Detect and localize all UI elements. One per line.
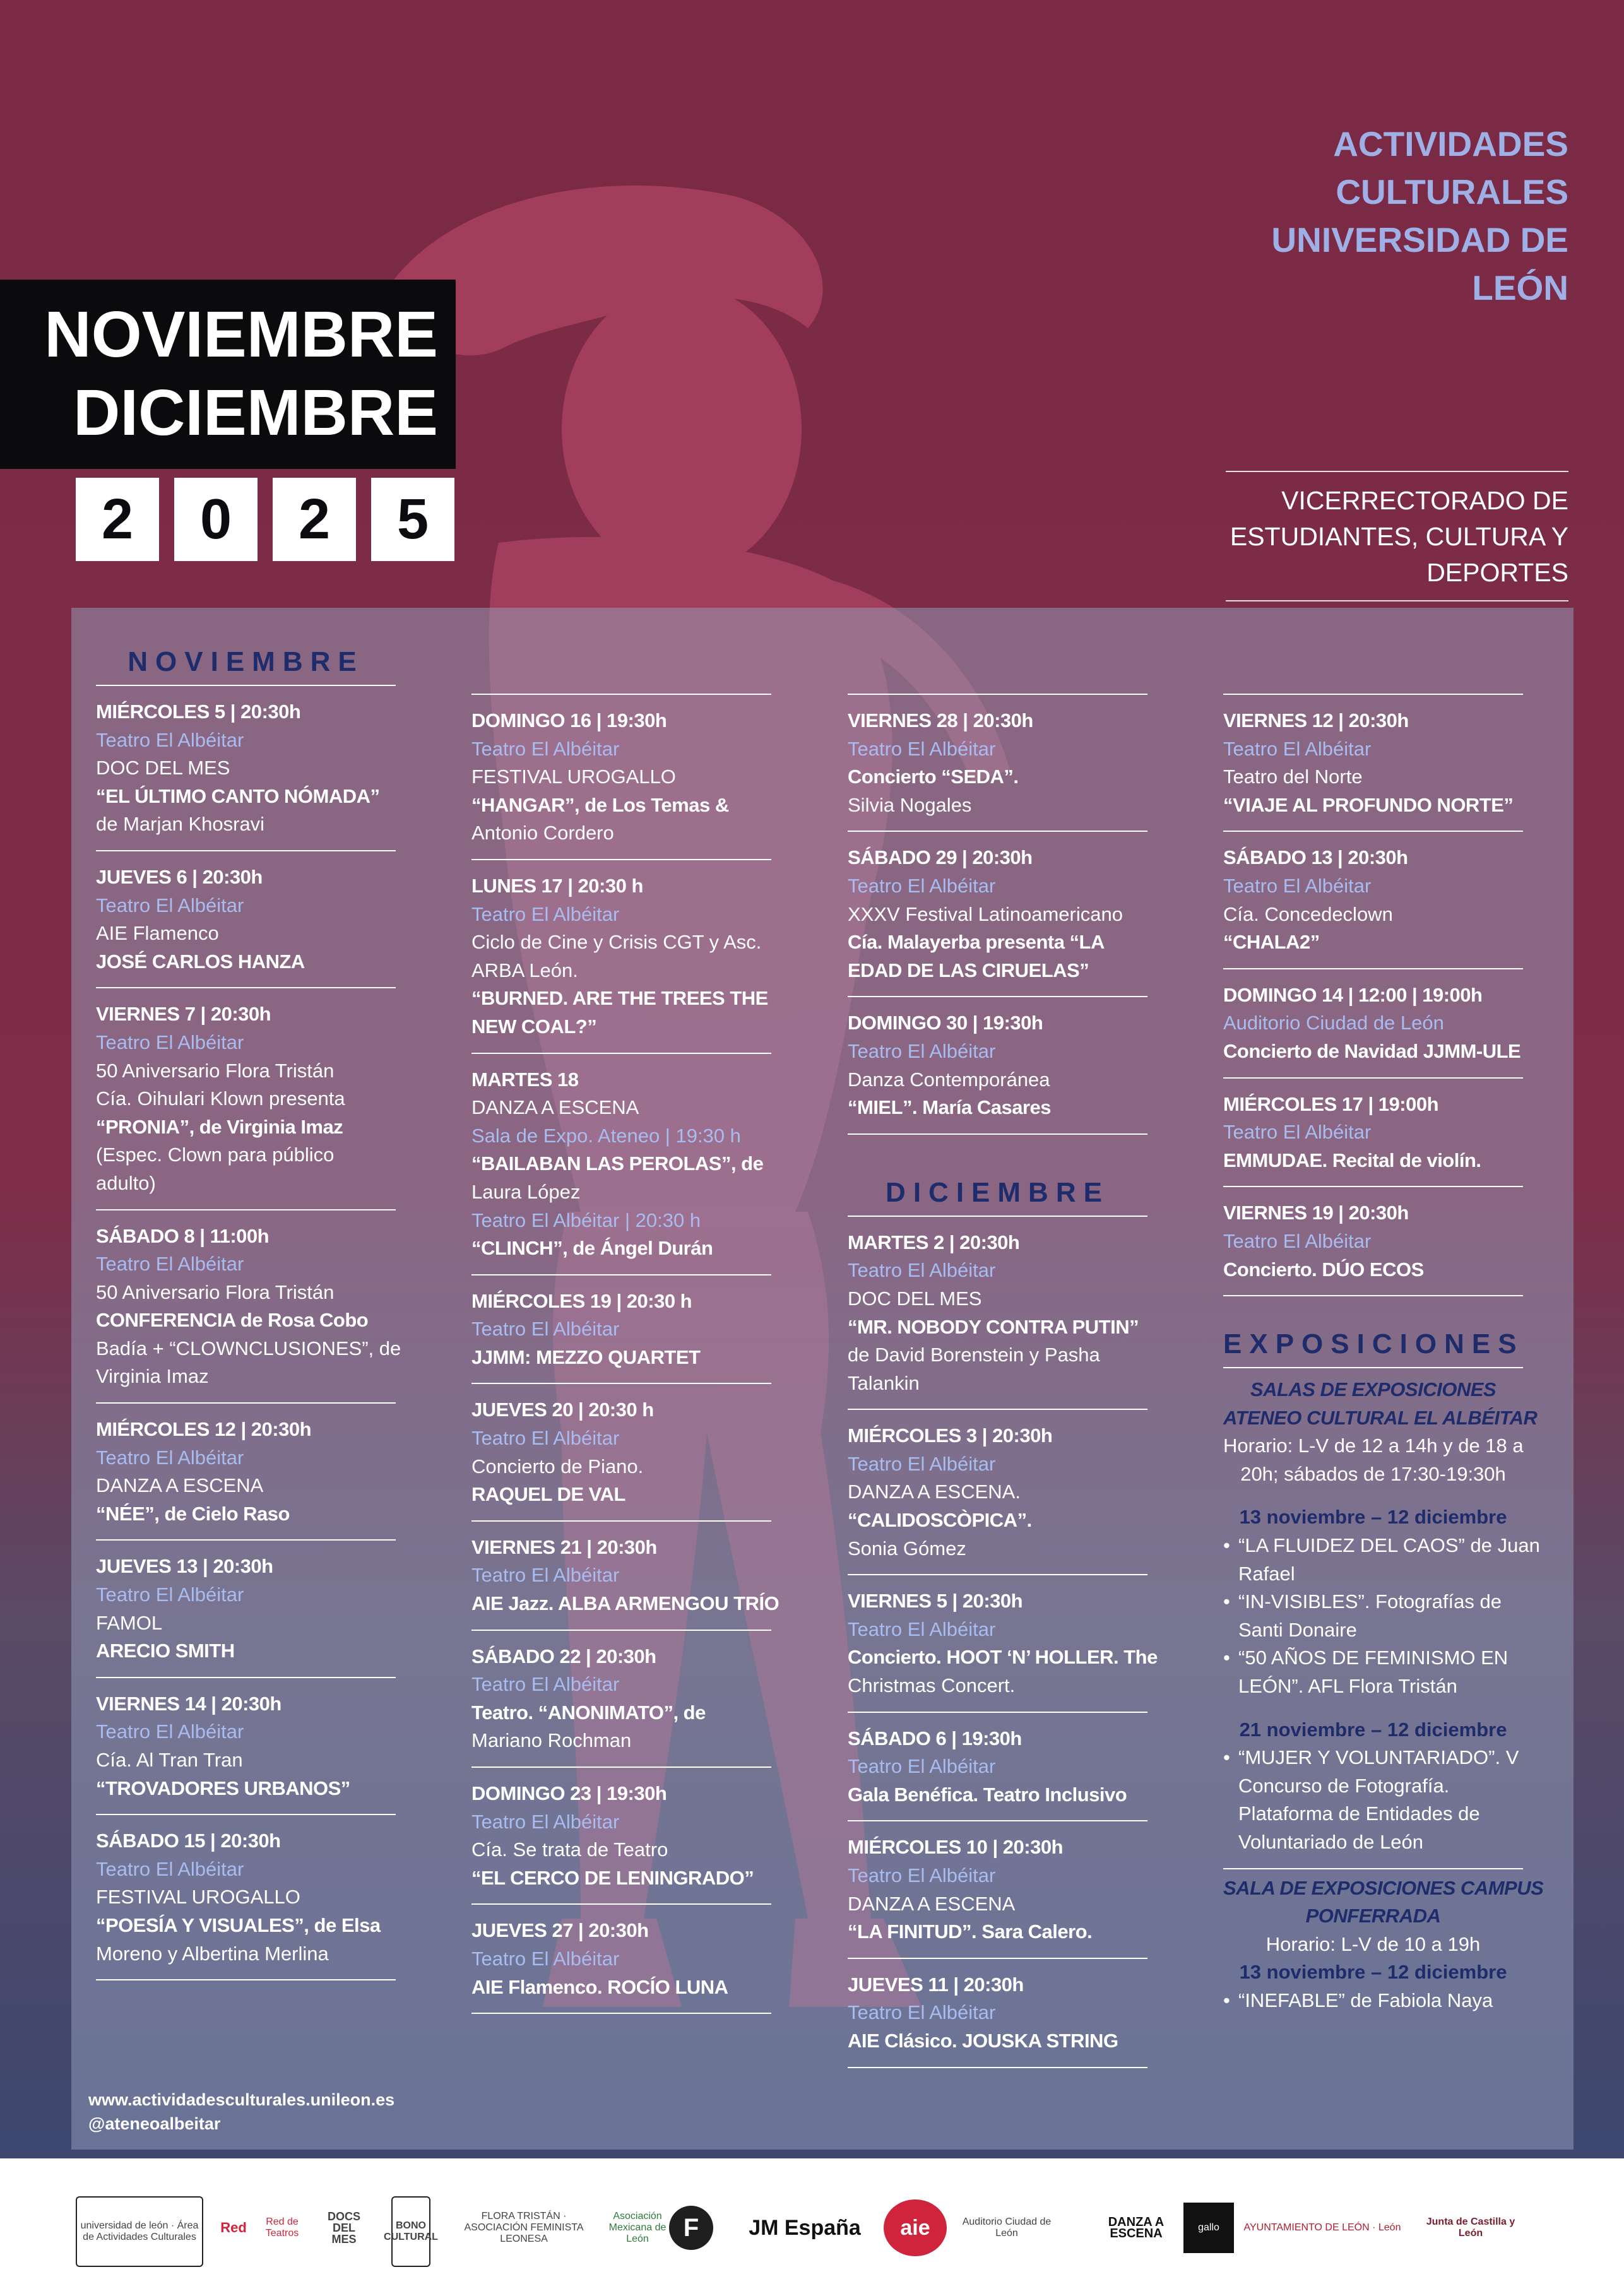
event-item: [96, 1814, 396, 1980]
event-title: EDAD DE LAS CIRUELAS”: [848, 959, 1089, 981]
event-list: [1223, 694, 1523, 1296]
event-date: SÁBADO 29 | 20:30h: [848, 846, 1033, 869]
event-venue: Teatro El Albéitar: [471, 1947, 620, 1970]
event-title: Concierto “SEDA”.: [848, 766, 1019, 788]
logo-red-teatros: Red de Teatros: [265, 2216, 299, 2239]
event-item: [1223, 1186, 1523, 1296]
event-date: MIÉRCOLES 3 | 20:30h: [848, 1424, 1053, 1447]
event-text: 50 Aniversario Flora Tristán: [96, 1059, 335, 1082]
exhibition-venue-1: SALAS DE EXPOSICIONES: [1250, 1378, 1497, 1401]
event-venue: Teatro El Albéitar: [1223, 874, 1372, 897]
bullet-icon: •: [1223, 1746, 1230, 1769]
event-title: “BURNED. ARE THE TREES THE: [471, 987, 768, 1010]
schedule-column-2: [471, 694, 779, 2014]
event-venue: Teatro El Albéitar: [471, 1810, 620, 1833]
logo-aie: aie: [884, 2199, 947, 2256]
event-item: [96, 1209, 401, 1403]
event-venue: Teatro El Albéitar | 20:30 h: [471, 1209, 701, 1231]
event-title: “EL ÚLTIMO CANTO NÓMADA”: [96, 784, 380, 807]
event-list: [848, 1216, 1158, 2068]
event-venue: Teatro El Albéitar: [848, 1864, 996, 1886]
divider-line: [1226, 600, 1568, 601]
event-list: [471, 694, 779, 2014]
event-venue: Teatro El Albéitar: [1223, 1229, 1372, 1252]
exhibition-hours-2: Horario: L-V de 10 a 19h: [1265, 1932, 1481, 1955]
logo-flora-tristan: FLORA TRISTÁN · ASOCIACIÓN FEMINISTA LEONESA: [464, 2211, 584, 2244]
logo-asociacion-mexicana: Asociación Mexicana de León: [608, 2211, 667, 2244]
logo-auditorio-ciudad-leon: Auditorio Ciudad de León: [962, 2216, 1052, 2239]
event-text: DANZA A ESCENA: [96, 1474, 264, 1497]
logo-junta-castilla-leon: Junta de Castilla y León: [1426, 2216, 1515, 2239]
event-text: Sonia Gómez: [848, 1537, 966, 1559]
section-title-diciembre: DICIEMBRE: [886, 1176, 1110, 1208]
event-date: JUEVES 6 | 20:30h: [96, 865, 263, 888]
event-item: [848, 1216, 1147, 1409]
event-title: ARECIO SMITH: [96, 1640, 235, 1662]
event-date: VIERNES 5 | 20:30h: [848, 1590, 1023, 1613]
event-venue: Teatro El Albéitar: [96, 894, 244, 916]
exhibition-item: [1223, 1744, 1523, 1772]
organizer-title: [1127, 120, 1568, 312]
event-venue: Teatro El Albéitar: [96, 1583, 244, 1606]
event-item: [848, 1820, 1147, 1957]
logo-red: Red: [220, 2220, 247, 2235]
event-date: DOMINGO 30 | 19:30h: [848, 1012, 1043, 1034]
footer-links: [88, 2088, 394, 2136]
event-date: DOMINGO 14 | 12:00 | 19:00h: [1223, 983, 1483, 1006]
month-title-1: NOVIEMBRE: [44, 298, 438, 370]
event-venue: Teatro El Albéitar: [1223, 1121, 1372, 1144]
event-title: “MR. NOBODY CONTRA PUTIN”: [848, 1315, 1139, 1338]
event-venue: Teatro El Albéitar: [471, 737, 620, 760]
event-text: de David Borenstein y Pasha: [848, 1344, 1100, 1366]
exhibition-item: [1223, 1772, 1523, 1801]
event-venue: Teatro El Albéitar: [471, 1673, 620, 1696]
event-title: AIE Flamenco. ROCÍO LUNA: [471, 1975, 728, 1998]
event-date: SÁBADO 13 | 20:30h: [1223, 846, 1408, 869]
event-title: JJMM: MEZZO QUARTET: [471, 1346, 701, 1368]
event-title: Concierto de Navidad JJMM-ULE: [1223, 1039, 1521, 1062]
event-text: Virginia Imaz: [96, 1365, 209, 1388]
event-date: JUEVES 11 | 20:30h: [848, 1973, 1024, 1996]
event-item: [471, 694, 771, 859]
event-title: “EL CERCO DE LENINGRADO”: [471, 1866, 754, 1889]
event-item: [848, 1574, 1158, 1711]
schedule-column-3: [848, 694, 1158, 2068]
exhibition-dates-1: 13 noviembre – 12 diciembre: [1239, 1506, 1507, 1529]
event-text: Laura López: [471, 1180, 581, 1203]
event-venue: Teatro El Albéitar: [96, 1031, 244, 1053]
exhibition-dates-2: 21 noviembre – 12 diciembre: [1239, 1718, 1507, 1741]
event-text: Badía + “CLOWNCLUSIONES”, de: [96, 1337, 401, 1359]
event-item: [96, 1402, 396, 1539]
event-date: SÁBADO 6 | 19:30h: [848, 1727, 1022, 1749]
event-item: [96, 1677, 396, 1814]
event-text: Silvia Nogales: [848, 793, 972, 816]
event-item: [471, 859, 771, 1053]
exhibition-item-text: “MUJER Y VOLUNTARIADO”. V: [1238, 1746, 1519, 1769]
exhibition-item-text: “IN-VISIBLES”. Fotografías de: [1238, 1590, 1502, 1613]
event-venue: Teatro El Albéitar: [848, 874, 996, 897]
exhibition-item-text: Voluntariado de León: [1238, 1831, 1424, 1853]
event-venue: Teatro El Albéitar: [96, 1720, 244, 1743]
section-title-noviembre: NOVIEMBRE: [127, 646, 364, 677]
event-text: Cía. Concedeclown: [1223, 902, 1393, 925]
event-item: [96, 987, 396, 1209]
event-text: (Espec. Clown para público: [96, 1144, 335, 1166]
exhibition-item-text: Santi Donaire: [1238, 1618, 1357, 1641]
vicerrectorado-line-3: DEPORTES: [1426, 558, 1568, 587]
exhibition-item-text: Concurso de Fotografía.: [1238, 1774, 1450, 1797]
event-title: AIE Jazz. ALBA ARMENGOU TRÍO: [471, 1592, 779, 1615]
logo-f: F: [669, 2206, 713, 2250]
event-date: SÁBADO 8 | 11:00h: [96, 1224, 270, 1247]
event-item: [848, 694, 1147, 831]
event-list: [96, 685, 401, 1980]
event-item: [848, 996, 1147, 1134]
event-item: [471, 1630, 771, 1766]
event-title: “NÉE”, de Cielo Raso: [96, 1502, 290, 1525]
event-item: [96, 850, 396, 987]
bullet-icon: •: [1223, 1534, 1230, 1557]
event-date: JUEVES 20 | 20:30 h: [471, 1399, 654, 1421]
event-date: MIÉRCOLES 10 | 20:30h: [848, 1836, 1064, 1859]
event-text: de Marjan Khosravi: [96, 813, 265, 836]
event-venue: Teatro El Albéitar: [96, 728, 244, 751]
event-title: Concierto. DÚO ECOS: [1223, 1258, 1424, 1281]
exhibition-item: [1223, 1828, 1523, 1857]
event-date: MARTES 2 | 20:30h: [848, 1231, 1020, 1253]
event-item: [471, 1903, 771, 2014]
exhibition-venue-2: SALA DE EXPOSICIONES CAMPUS: [1223, 1876, 1544, 1899]
event-title: Cía. Malayerba presenta “LA: [848, 931, 1105, 954]
event-text: ARBA León.: [471, 959, 578, 981]
event-text: Teatro del Norte: [1223, 766, 1363, 788]
year-digit-1: 2: [76, 478, 159, 561]
exhibition-venue-1: ATENEO CULTURAL EL ALBÉITAR: [1223, 1406, 1538, 1429]
divider-line: [1226, 471, 1568, 472]
event-text: Antonio Cordero: [471, 822, 614, 844]
event-item: [1223, 968, 1523, 1077]
exhibition-dates-3: 13 noviembre – 12 diciembre: [1239, 1961, 1507, 1984]
event-text: Ciclo de Cine y Crisis CGT y Asc.: [471, 931, 762, 954]
event-title: “MIEL”. María Casares: [848, 1096, 1052, 1119]
year-digits: [76, 478, 454, 561]
event-text: Concierto de Piano.: [471, 1455, 644, 1477]
event-item: [96, 1539, 396, 1676]
event-text: 50 Aniversario Flora Tristán: [96, 1281, 335, 1303]
event-venue: Teatro El Albéitar: [848, 1452, 996, 1475]
exhibition-item: [1223, 1987, 1523, 2015]
event-venue: Teatro El Albéitar: [471, 1564, 620, 1587]
event-text: FESTIVAL UROGALLO: [96, 1886, 300, 1908]
year-digit-3: 2: [273, 478, 356, 561]
exhibition-item-text: “50 AÑOS DE FEMINISMO EN: [1238, 1647, 1508, 1669]
logo-jm-espana: JM España: [749, 2216, 861, 2240]
event-venue: Teatro El Albéitar: [471, 1427, 620, 1450]
exhibition-item-text: Rafael: [1238, 1562, 1295, 1585]
event-item: [1223, 1077, 1523, 1186]
year-digit-4: 5: [371, 478, 454, 561]
event-title: “LA FINITUD”. Sara Calero.: [848, 1920, 1093, 1943]
logo-ayuntamiento-leon: AYUNTAMIENTO DE LEÓN · León: [1243, 2222, 1401, 2233]
event-text: Cía. Al Tran Tran: [96, 1749, 243, 1771]
event-text: Mariano Rochman: [471, 1729, 632, 1752]
exhibition-item: [1223, 1672, 1523, 1701]
month-title-2: DICIEMBRE: [73, 376, 438, 449]
event-date: JUEVES 13 | 20:30h: [96, 1555, 273, 1578]
event-text: AIE Flamenco: [96, 922, 219, 945]
exhibition-hours-1: Horario: L-V de 12 a 14h y de 18 a: [1223, 1435, 1524, 1457]
exhibition-venue-2: PONFERRADA: [1305, 1905, 1441, 1927]
event-item: [471, 1053, 771, 1274]
bullet-icon: •: [1223, 1647, 1230, 1669]
event-text: FAMOL: [96, 1611, 163, 1634]
social-handle[interactable]: @ateneoalbeitar: [88, 2114, 221, 2133]
event-item: [848, 1712, 1147, 1821]
event-date: VIERNES 28 | 20:30h: [848, 709, 1033, 731]
organizer-line-1: ACTIVIDADES: [1333, 124, 1568, 163]
event-title: Concierto. HOOT ‘N’ HOLLER. The: [848, 1646, 1158, 1669]
event-date: VIERNES 12 | 20:30h: [1223, 709, 1409, 731]
event-venue: Teatro El Albéitar: [471, 902, 620, 925]
event-date: DOMINGO 23 | 19:30h: [471, 1782, 667, 1804]
exhibition-item-text: Plataforma de Entidades de: [1238, 1802, 1480, 1825]
event-date: DOMINGO 16 | 19:30h: [471, 709, 667, 731]
logo-docs-del-mes: DOCS DEL MES: [327, 2210, 360, 2246]
logo-danza-a-escena: DANZA A ESCENA: [1108, 2215, 1165, 2240]
event-text: Cía. Se trata de Teatro: [471, 1838, 668, 1861]
event-text: DOC DEL MES: [848, 1287, 982, 1310]
exhibition-item: [1223, 1560, 1523, 1589]
event-date: LUNES 17 | 20:30 h: [471, 874, 643, 897]
event-date: SÁBADO 22 | 20:30h: [471, 1645, 656, 1667]
event-title: Teatro. “ANONIMATO”, de: [471, 1701, 706, 1724]
event-item: [848, 1958, 1147, 2068]
event-date: VIERNES 19 | 20:30h: [1223, 1202, 1409, 1224]
event-title: “PRONIA”, de Virginia Imaz: [96, 1115, 343, 1138]
section-title-exposiciones: EXPOSICIONES: [1223, 1328, 1524, 1360]
exhibition-item: [1223, 1800, 1523, 1828]
logo-bono-cultural: BONO CULTURAL: [391, 2196, 430, 2267]
organizer-line-4: LEÓN: [1472, 268, 1568, 307]
year-digit-2: 0: [174, 478, 258, 561]
event-date: VIERNES 21 | 20:30h: [471, 1536, 657, 1558]
logo-gallo: gallo: [1183, 2203, 1234, 2253]
exhibition-item-text: “LA FLUIDEZ DEL CAOS” de Juan: [1238, 1534, 1540, 1557]
event-item: [471, 1520, 779, 1630]
event-text: DOC DEL MES: [96, 757, 230, 779]
event-title: “TROVADORES URBANOS”: [96, 1777, 350, 1799]
event-venue: Teatro El Albéitar: [848, 1618, 996, 1640]
event-date: JUEVES 27 | 20:30h: [471, 1919, 649, 1942]
event-item: [96, 685, 396, 850]
event-title: EMMUDAE. Recital de violín.: [1223, 1149, 1481, 1171]
event-date: MIÉRCOLES 5 | 20:30h: [96, 701, 301, 723]
event-item: [848, 1409, 1147, 1574]
event-text: Cía. Oihulari Klown presenta: [96, 1087, 345, 1110]
exhibition-item-text: LEÓN”. AFL Flora Tristán: [1238, 1675, 1457, 1698]
event-title: JOSÉ CARLOS HANZA: [96, 950, 305, 973]
event-title: RAQUEL DE VAL: [471, 1483, 625, 1506]
logo-universidad-leon: universidad de león · Área de Actividades Culturales: [76, 2196, 203, 2267]
exhibition-item-text: “INEFABLE” de Fabiola Naya: [1238, 1989, 1493, 2011]
event-title: “CALIDOSCÒPICA”.: [848, 1509, 1032, 1532]
organizer-line-3: UNIVERSIDAD DE: [1271, 220, 1568, 259]
exhibition-list-3: [1223, 1987, 1523, 2015]
exhibition-hours-1: 20h; sábados de 17:30-19:30h: [1240, 1462, 1506, 1485]
event-item: [471, 1383, 771, 1520]
event-venue: Teatro El Albéitar: [1223, 737, 1372, 760]
event-item: [1223, 831, 1523, 968]
event-list: [848, 694, 1147, 1135]
event-date: VIERNES 7 | 20:30h: [96, 1003, 271, 1026]
exhibition-item: [1223, 1532, 1540, 1560]
event-text: XXXV Festival Latinoamericano: [848, 902, 1123, 925]
event-text: DANZA A ESCENA: [848, 1892, 1016, 1915]
exhibition-item: [1223, 1588, 1523, 1616]
event-date: MIÉRCOLES 12 | 20:30h: [96, 1418, 312, 1441]
exhibitions-block: [1223, 1367, 1544, 2015]
event-title: “HANGAR”, de Los Temas &: [471, 793, 729, 816]
event-text: DANZA A ESCENA: [471, 1096, 639, 1119]
exhibition-list-1: [1223, 1532, 1540, 1701]
event-text: Danza Contemporánea: [848, 1068, 1050, 1091]
event-text: Christmas Concert.: [848, 1674, 1016, 1697]
vicerrectorado-label: [1190, 483, 1568, 591]
schedule-column-4: [1223, 694, 1544, 2015]
event-title: “POESÍA Y VISUALES”, de Elsa: [96, 1914, 381, 1936]
sponsor-logo-strip: [0, 2158, 1624, 2296]
event-item: [471, 1274, 771, 1383]
event-venue: Teatro El Albéitar: [96, 1446, 244, 1469]
event-venue: Teatro El Albéitar: [96, 1253, 244, 1275]
months-title-box: [0, 280, 456, 469]
event-venue: Teatro El Albéitar: [96, 1857, 244, 1880]
event-title: “CHALA2”: [1223, 931, 1320, 954]
event-item: [1223, 694, 1523, 831]
event-venue: Teatro El Albéitar: [471, 1318, 620, 1340]
event-venue: Teatro El Albéitar: [848, 1259, 996, 1282]
event-date: MIÉRCOLES 19 | 20:30 h: [471, 1289, 692, 1312]
event-title: “BAILABAN LAS PEROLAS”, de: [471, 1152, 764, 1175]
event-text: FESTIVAL UROGALLO: [471, 766, 676, 788]
event-venue: Auditorio Ciudad de León: [1223, 1012, 1444, 1034]
website-link[interactable]: www.actividadesculturales.unileon.es: [88, 2090, 395, 2109]
event-text: DANZA A ESCENA.: [848, 1481, 1021, 1503]
vicerrectorado-line-2: ESTUDIANTES, CULTURA Y: [1230, 522, 1568, 551]
event-title: NEW COAL?”: [471, 1015, 597, 1038]
event-title: AIE Clásico. JOUSKA STRING: [848, 2029, 1118, 2052]
bullet-icon: •: [1223, 1989, 1230, 2011]
event-text: Talankin: [848, 1371, 920, 1394]
event-title: CONFERENCIA de Rosa Cobo: [96, 1309, 369, 1332]
event-title: “CLINCH”, de Ángel Durán: [471, 1237, 713, 1260]
event-text: adulto): [96, 1171, 156, 1194]
event-date: MIÉRCOLES 17 | 19:00h: [1223, 1092, 1439, 1115]
event-item: [848, 831, 1147, 996]
organizer-line-2: CULTURALES: [1336, 172, 1568, 211]
exhibition-item: [1223, 1644, 1523, 1672]
event-venue: Teatro El Albéitar: [848, 1039, 996, 1062]
event-item: [471, 1766, 771, 1903]
event-venue: Teatro El Albéitar: [848, 737, 996, 760]
exhibition-item: [1223, 1616, 1523, 1645]
event-title: “VIAJE AL PROFUNDO NORTE”: [1223, 793, 1514, 816]
event-date: MARTES 18: [471, 1068, 579, 1091]
event-venue: Teatro El Albéitar: [848, 1755, 996, 1778]
vicerrectorado-line-1: VICERRECTORADO DE: [1281, 486, 1568, 515]
event-venue: Teatro El Albéitar: [848, 2001, 996, 2024]
exhibition-list-2: [1223, 1744, 1523, 1856]
event-date: SÁBADO 15 | 20:30h: [96, 1830, 281, 1852]
event-title: Gala Benéfica. Teatro Inclusivo: [848, 1783, 1127, 1806]
bullet-icon: •: [1223, 1590, 1230, 1613]
event-text: Moreno y Albertina Merlina: [96, 1942, 329, 1965]
event-date: VIERNES 14 | 20:30h: [96, 1692, 282, 1715]
schedule-column-1: [96, 639, 401, 1980]
event-venue: Sala de Expo. Ateneo | 19:30 h: [471, 1124, 741, 1147]
